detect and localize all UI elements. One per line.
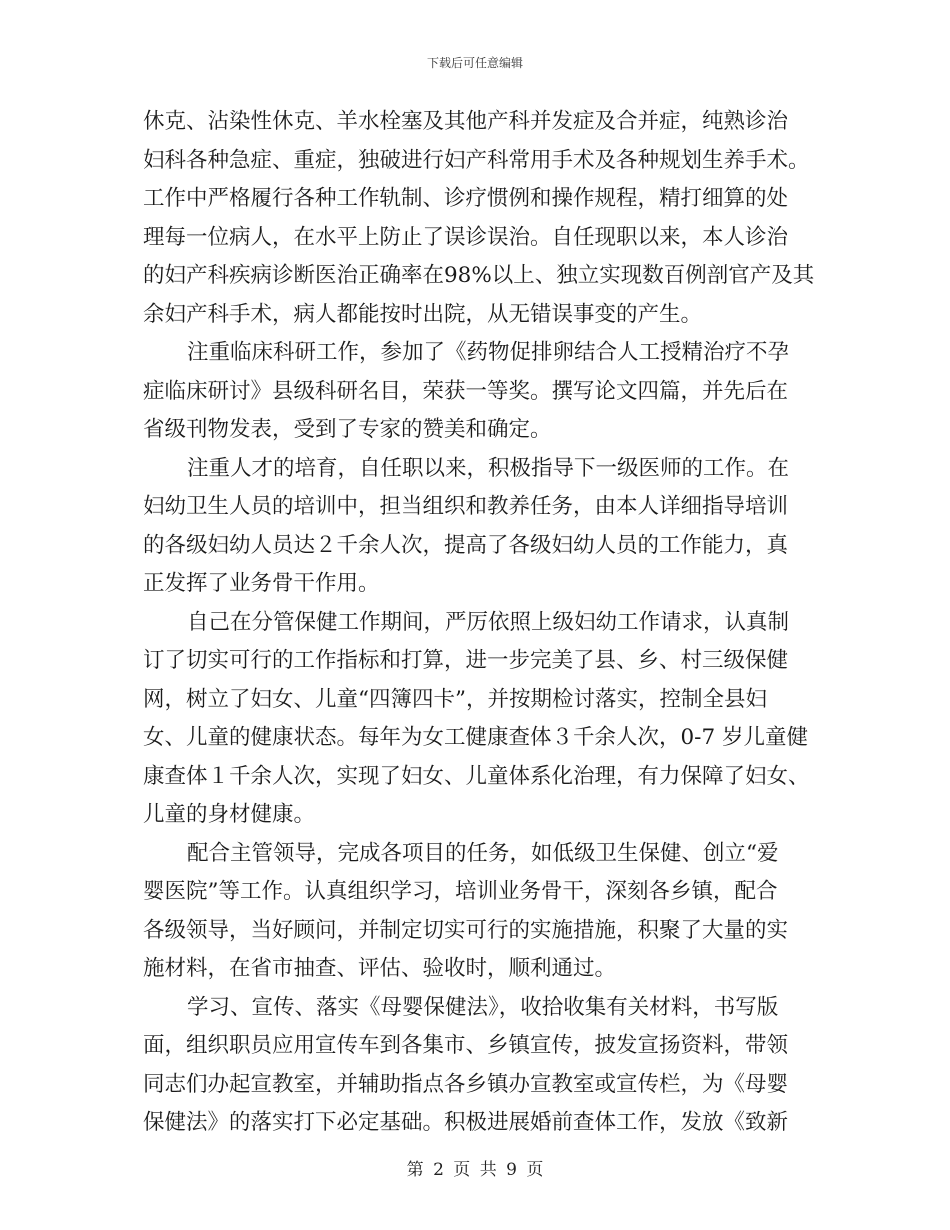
paragraph-line: 施材料，在省市抽查、评估、验收时，顺利通过。 (143, 956, 617, 981)
paragraph-line: 保健法》的落实打下必定基础。积极进展婚前查体工作，发放《致新 (143, 1110, 789, 1135)
paragraph-line: 儿童的身材健康。 (143, 802, 316, 827)
paragraph-line: 同志们办起宣教室，并辅助指点各乡镇办宣教室或宣传栏，为《母婴 (143, 1071, 789, 1097)
paragraph-line: 配合主管领导，完成各项目的任务，如低级卫生保健、创立“爱 (187, 840, 779, 866)
paragraph (143, 989, 808, 1143)
paragraph (143, 334, 808, 450)
paragraph-line: 注重临床科研工作，参加了《药物促排卵结合人工授精治疗不孕 (187, 340, 790, 365)
paragraph-line: 理每一位病人，在水平上防止了误诊误治。自任现职以来，本人诊治 (143, 224, 789, 250)
paragraph (143, 604, 808, 835)
paragraph-line: 妇幼卫生人员的培训中，担当组织和教养任务，由本人详细指导培训 (143, 494, 789, 519)
paragraph-line: 婴医院”等工作。认真组织学习，培训业务骨干，深刻各乡镇，配合 (143, 879, 778, 904)
paragraph (143, 835, 808, 989)
paragraph-line: 各级领导，当好顾问，并制定切实可行的实施措施，积聚了大量的实 (143, 917, 789, 943)
paragraph-line: 面，组织职员应用宣传车到各集市、乡镇宣传，披发宣扬资料，带领 (143, 1033, 789, 1058)
paragraph-line: 女、儿童的健康状态。每年为女工健康查体３千余人次，0-7 岁儿童健 (143, 725, 808, 750)
paragraph (143, 103, 815, 334)
paragraph-line: 订了切实可行的工作指标和打算，进一步完美了县、乡、村三级保健 (143, 648, 789, 673)
paragraph-line: 网，树立了妇女、儿童“四簿四卡”，并按期检讨落实，控制全县妇 (143, 686, 767, 712)
paragraph-line: 的妇产科疾病诊断医治正确率在98%以上、独立实现数百例剖官产及其 (143, 263, 815, 288)
page-header: 下载后可任意编辑 (426, 56, 523, 70)
paragraph-line: 余妇产科手术，病人都能按时出院，从无错误事变的产生。 (143, 301, 703, 327)
paragraph-line: 症临床研讨》县级科研名目，荣获一等奖。撰写论文四篇，并先后在 (143, 378, 789, 404)
paragraph-line: 妇科各种急症、重症，独破进行妇产科常用手术及各种规划生养手术。 (143, 147, 810, 173)
paragraph-line: 工作中严格履行各种工作轨制、诊疗惯例和操作规程，精打细算的处 (143, 186, 789, 211)
paragraph-line: 省级刊物发表，受到了专家的赞美和确定。 (143, 417, 552, 442)
paragraph-line: 自己在分管保健工作期间，严厉依照上级妇幼工作请求，认真制 (187, 609, 790, 635)
paragraph-line: 正发挥了业务骨干作用。 (143, 571, 380, 596)
paragraph-line: 康查体１千余人次，实现了妇女、儿童体系化治理，有力保障了妇女、 (143, 763, 810, 789)
paragraph-line: 学习、宣传、落实《母婴保健法》，收拾收集有关材料，书写版 (187, 994, 779, 1020)
page-footer: 第 2 页 共 9 页 (406, 1160, 544, 1180)
paragraph-line: 注重人才的培育，自任职以来，积极指导下一级医师的工作。在 (187, 455, 790, 481)
paragraph-line: 的各级妇幼人员达２千余人次，提高了各级妇幼人员的工作能力，真 (143, 532, 789, 558)
paragraph-line: 休克、沾染性休克、羊水栓塞及其他产科并发症及合并症，纯熟诊治 (143, 109, 789, 134)
document-body (143, 103, 815, 1143)
paragraph (143, 450, 808, 604)
